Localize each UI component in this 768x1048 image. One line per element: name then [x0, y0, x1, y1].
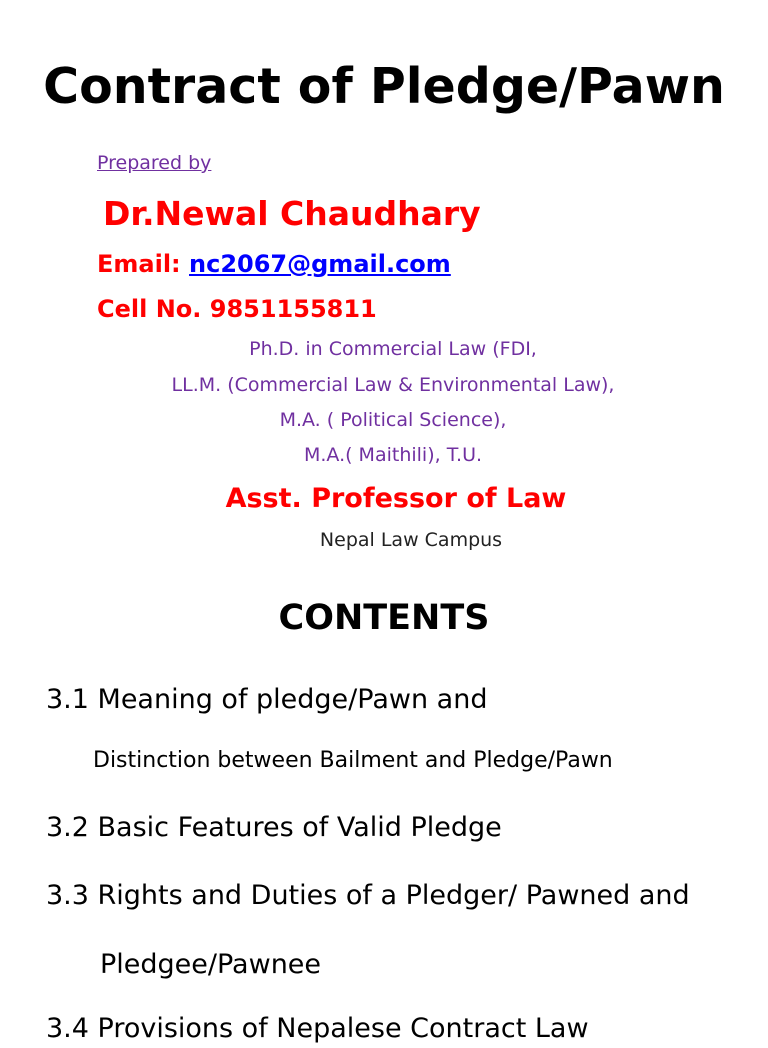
email-label: Email:: [97, 250, 190, 278]
email-line: [97, 248, 451, 280]
contents-item-3-3: 3.3 Rights and Duties of a Pledger/ Pawned and: [46, 880, 690, 911]
page-title: Contract of Pledge/Pawn: [43, 58, 725, 115]
email-link[interactable]: nc2067@gmail.com: [189, 250, 451, 278]
author-position: Asst. Professor of Law: [225, 483, 567, 514]
contents-item-3-4: 3.4 Provisions of Nepalese Contract Law: [46, 1013, 589, 1044]
prepared-by-label[interactable]: Prepared by: [97, 152, 212, 174]
qualification-llm: LL.M. (Commercial Law & Environmental Law),: [171, 374, 615, 396]
qualification-ma-maithili: M.A.( Maithili), T.U.: [303, 444, 483, 466]
contents-item-3-2: 3.2 Basic Features of Valid Pledge: [46, 812, 502, 843]
contents-subitem-distinction: Distinction between Bailment and Pledge/Pawn: [93, 748, 613, 773]
contents-heading: CONTENTS: [278, 598, 490, 638]
author-name: Dr.Newal Chaudhary: [103, 194, 481, 233]
qualification-ma-political-science: M.A. ( Political Science),: [279, 409, 507, 431]
qualification-phd: Ph.D. in Commercial Law (FDI,: [249, 338, 537, 360]
institution-name: Nepal Law Campus: [319, 529, 503, 551]
contents-item-3-3-continued: Pledgee/Pawnee: [100, 949, 322, 980]
contents-item-3-1: 3.1 Meaning of pledge/Pawn and: [46, 684, 488, 715]
cell-number: Cell No. 9851155811: [97, 295, 377, 323]
